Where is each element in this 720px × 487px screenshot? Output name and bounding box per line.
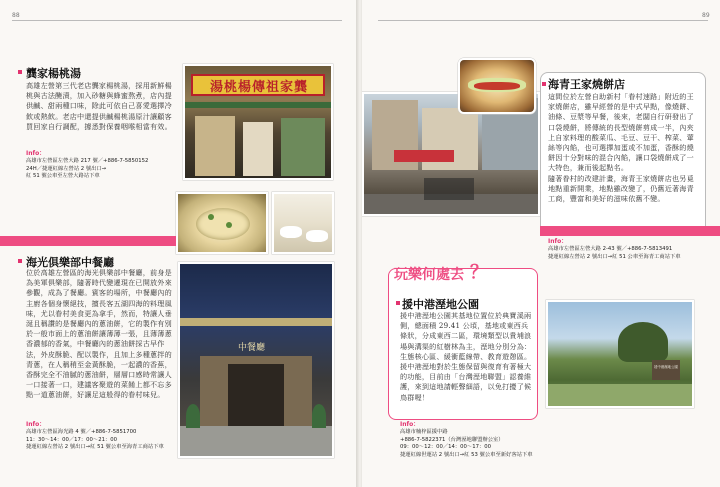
wetland-info [400, 421, 580, 459]
restaurant-sign: 中餐廳 [238, 343, 266, 353]
question-mark: ？ [470, 262, 488, 283]
left-page [0, 0, 358, 487]
info-label: Info： [26, 150, 46, 157]
tangyuan-address: 高雄市左營區左營大路 217 號／+886-7-5850152 [26, 158, 149, 165]
right-page [362, 0, 720, 487]
tangyuan-hours: 24H／捷運紅線左營站 2 號出口→ [26, 165, 107, 172]
wangjia-title: 海青王家燒餅店 [548, 78, 625, 91]
haiguang-transit: 捷運紅線左營站 2 號出口→紅 51 號公車至海青工商站下車 [26, 444, 164, 451]
wetland-transit: 捷運紅線世運站 2 號出口→紅 53 號公車至新好客站下車 [400, 451, 533, 458]
haiguang-hours: 11：30～14：00／17：00～21：00 [26, 436, 117, 443]
haiguang-address: 高雄市左營區海光路 4 號／+886-7-5851700 [26, 429, 137, 436]
wangjia-transit: 捷運紅線左營站 2 號出口→紅 51 公車至海青工商站下車 [548, 253, 681, 260]
tangyuan-title: 龔家楊桃湯 [26, 67, 81, 80]
title-bullet [18, 70, 22, 74]
where-to-play-heading: 玩樂何處去 [394, 267, 464, 283]
wetland-body: 援中港溼地公園其基地位置位於典寶溪兩側，總面積 29.41 公頃，基地或東西兵條狀，分成東西二區，環境類型以貴埔浪場與溝渠的紅樹林為主，溼地分別分為：生態核心區、緩衝藍線帶、教育遊憩區。援中港溼地對於生態保留與復育有著極大的功能，目前由「台灣溼地聯盟」認養維護，來到這地請輕聲細語，以免打擾了候鳥群喔！ [400, 311, 532, 402]
wangjia-body: 這間位於左營自助新村「眷村速路」附近的王家燒餅店，雖早經營的是中式早點，像燒餅、油條、豆漿等早餐，後來，老闆自行研發出了口袋燒餅，將傳統的長型燒餅剪成一半，內夾上自家料理的酸菜瓜、毛豆、豆干、榨菜、葷絲等內餡，也可選擇加蛋或不加蛋，香酥的燒餅因十分對味的混合內餡，讓口袋燒餅成了一大特色，兼而後起點名。 隨著眷村的改建計畫，海青王家燒餅店也另覓地點重新開業，地點雖改變了，仍舊近著海青工商，豐富和美好的滋味依舊不變。 [548, 92, 694, 204]
wangjia-info [548, 238, 718, 261]
info-label: Info： [400, 421, 420, 428]
haiguang-body: 位於高雄左營區的海光俱樂部中餐廳，前身是為美軍俱樂部，隨著時代變遷現在已開放外來參觀，成為了餐廳。賓客的場所，中餐廳內的主廚各個身懷絕技，擅長客五湖四海的料理風味，尤以眷村美食更為拿手，然而，特讓人垂涎且稱讚的是餐廳內的蔥油餅，它的製作有別於一般市面上的蔥油餅讓薄薄一張，且薄薄蔥香濃郁的香氣，中餐廳內的蔥油餅採古早作法，外皮酥脆、配以製作，且加上多種蔥拌的青蔥，在人稱稍至金黃酥脆，一起濃的香蕉，香酥完全不油膩的蔥油餅，層層口感時常讓人一口接著一口，建議客聚遊的菜餚上都不忘多點一道蔥油餅，好讓足這般得的眷村味兒。 [26, 268, 172, 400]
tangyuan-body: 高雄左營第三代老店龔家楊桃湯，採用新鮮楊桃與古法醃漬，加入砂糖與蜂蜜熬煮，店內提供鹹、甜兩種口味，除此可依自己喜愛選擇冷飲或熱飲。老店中還提供鹹楊桃湯原汁讓顧客買回家自行調配，據悉對保養咽喉相當有效。 [26, 81, 172, 131]
page-number-left: 88 [12, 12, 20, 19]
dining-room-photo [272, 192, 334, 254]
info-label: Info： [26, 421, 46, 428]
tangyuan-info [26, 150, 178, 181]
wetland-hours: 09：00～12：00／14：00～17：00 [400, 444, 491, 451]
tangyuan-transit: 紅 51 號公車至左營大路站下車 [26, 173, 100, 180]
shop-sign-text: 湯桃楊傳祖家龔 [209, 80, 308, 95]
haiguang-info [26, 421, 196, 452]
restaurant-entrance-photo [178, 262, 334, 458]
wetland-park-photo [546, 300, 694, 408]
pink-band-left [0, 236, 176, 246]
wangjia-address: 高雄市左營區左營大路 2-43 號／+886-7-5813491 [548, 246, 673, 253]
title-bullet [18, 259, 22, 263]
wetland-phone: +886-7-5822371（台灣溼地聯盟辦公室） [400, 436, 504, 443]
page-number-right: 89 [702, 12, 710, 19]
pocket-bun-photo [458, 58, 536, 114]
tangyuan-shop-photo [183, 64, 333, 180]
wetland-title: 援中港溼地公園 [402, 298, 479, 311]
wetland-address: 高雄市楠梓區援中路 [400, 429, 448, 436]
wetland-park-sign: 援中港濕地公園 [654, 365, 678, 369]
title-bullet [542, 82, 546, 86]
haiguang-title: 海光俱樂部中餐廳 [26, 256, 114, 269]
food-dish-photo [176, 192, 268, 254]
pink-band-right [540, 226, 720, 236]
info-label: Info： [548, 238, 568, 245]
title-bullet [396, 301, 400, 305]
